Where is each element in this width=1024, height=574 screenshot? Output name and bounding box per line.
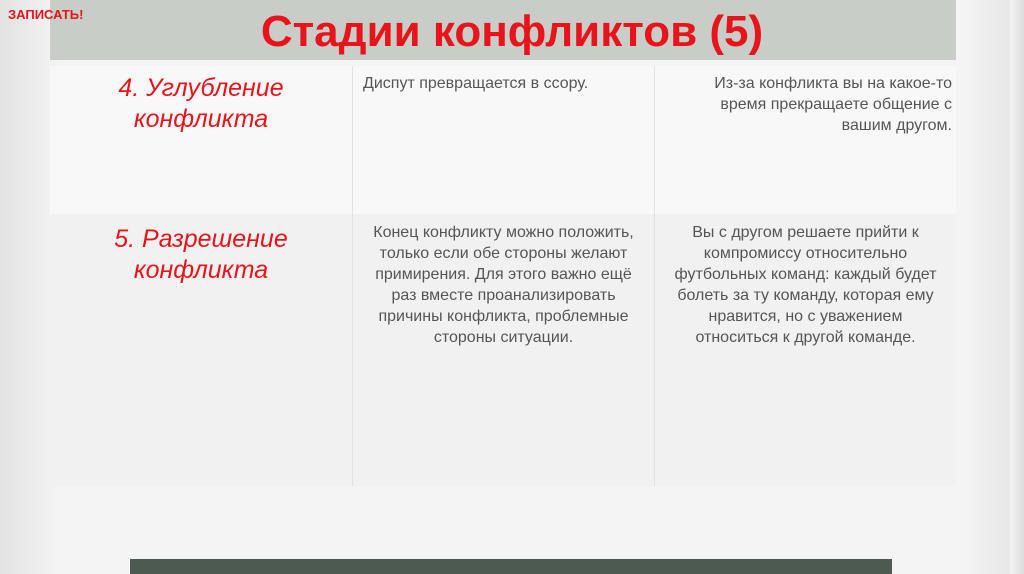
stage-description: Диспут превращается в ссору. xyxy=(363,75,589,92)
stage-example: Из-за конфликта вы на какое-то время прекращаете общение с вашим другом. xyxy=(714,75,952,134)
stage-name: 5. Разрешение конфликта xyxy=(114,225,288,284)
description-cell xyxy=(352,66,654,214)
record-label: ЗАПИСАТЬ! xyxy=(8,7,84,22)
slide-title: Стадии конфликтов (5) xyxy=(260,7,764,56)
stage-example: Вы с другом решаете прийти к компромиссу относительно футбольных команд: каждый будет болеть за ту команду, которая ему нравится, но с уважением относиться к другой команде. xyxy=(674,224,937,346)
table-row xyxy=(50,214,956,486)
stage-cell xyxy=(50,214,352,486)
description-cell xyxy=(352,214,654,486)
slide-edge-shadow xyxy=(1010,0,1024,574)
example-cell xyxy=(654,214,956,486)
stage-description: Конец конфликту можно положить, только если обе стороны желают примирения. Для этого важно ещё раз вместе проанализировать причины конфликта, проблемные стороны ситуации. xyxy=(373,224,634,346)
conflict-stages-table xyxy=(50,66,956,486)
stage-cell xyxy=(50,66,352,214)
table-row xyxy=(50,66,956,214)
example-cell xyxy=(654,66,956,214)
stage-name: 4. Углубление конфликта xyxy=(118,74,284,133)
footer-bar xyxy=(130,559,892,574)
